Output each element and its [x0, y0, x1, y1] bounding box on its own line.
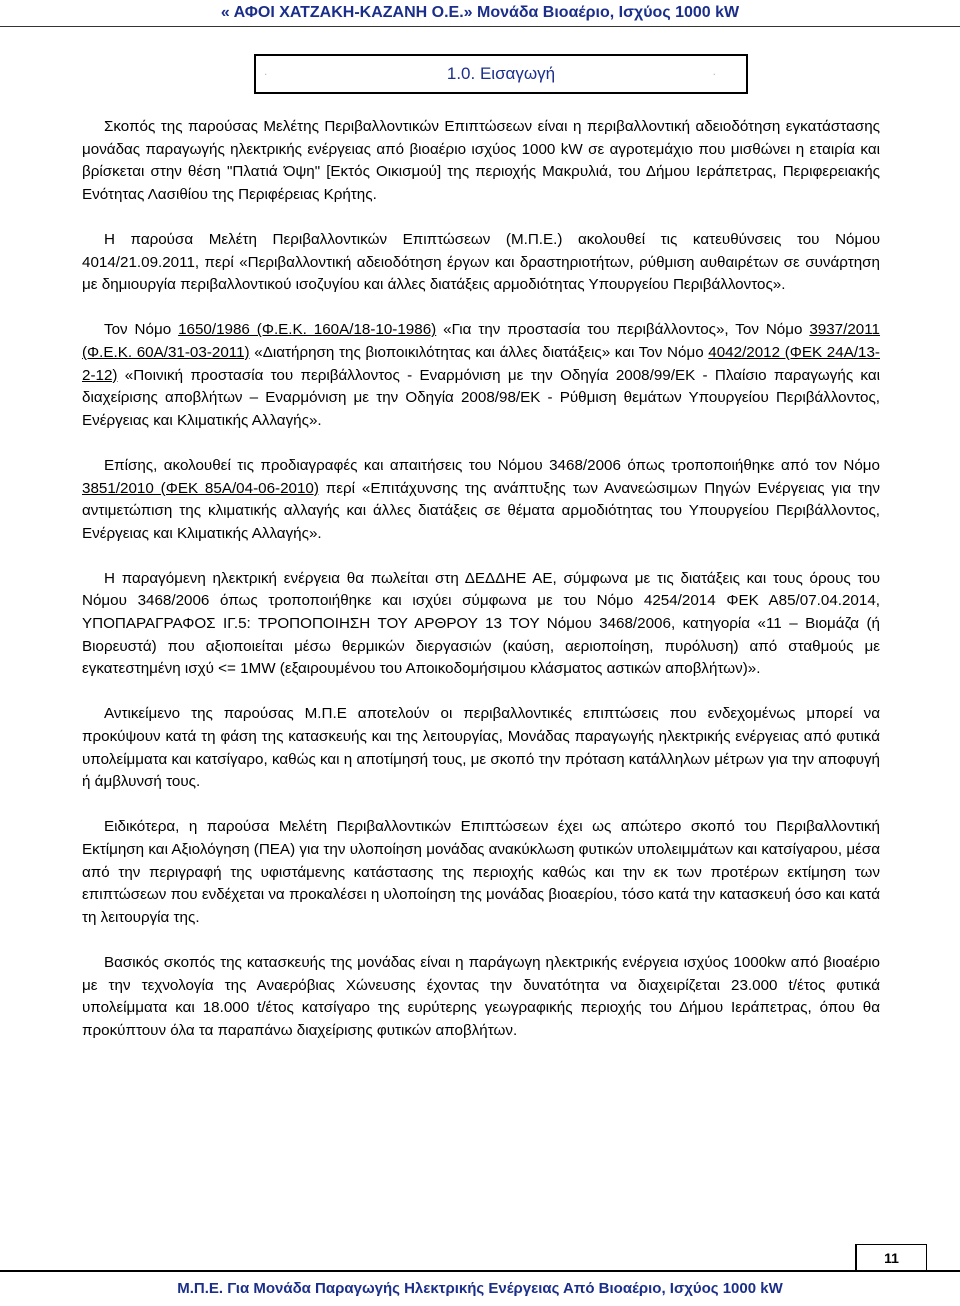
paragraph-law-4014: Η παρούσα Μελέτη Περιβαλλοντικών Επιπτώσεων (Μ.Π.Ε.) ακολουθεί τις κατευθύνσεις του Νόμου 4014/21.09.2011, περί «Περιβαλλοντική αδειοδότηση έργων και δραστηριοτήτων, ρύθμιση αυθαιρέτων σε συνάρτηση με δημιουργία περιβαλλοντικού ισοζυγίου και άλλες διατάξεις αρμοδιότητας Υπουργείου Περιβάλλοντος». — [82, 230, 880, 294]
heading-dot-left: . — [264, 64, 268, 78]
page-header: « ΑΦΟΙ ΧΑΤΖΑΚΗ-ΚΑΖΑΝΗ Ο.Ε.» Μονάδα Βιοαέριο, Ισχύος 1000 kW — [0, 0, 960, 27]
text: Επίσης, ακολουθεί τις προδιαγραφές και απαιτήσεις του Νόμου 3468/2006 όπως τροποποιήθηκε από τον Νόμο — [104, 456, 880, 474]
document-body — [82, 116, 880, 1065]
law-reference: 3851/2010 (ΦΕΚ 85Α/04-06-2010) — [82, 479, 319, 497]
text: «Διατήρηση της βιοποικιλότητας και άλλες διατάξεις» και Τον Νόμο — [249, 343, 709, 361]
law-reference: 3937/2011 (Φ.Ε.Κ. 60Α/31-03-2011) — [82, 321, 881, 361]
heading-dot-right: . — [712, 64, 716, 78]
paragraph-subject: Αντικείμενο της παρούσας Μ.Π.Ε αποτελούν οι περιβαλλοντικές επιπτώσεις που ενδεχομένως μπορεί να προκύψουν κατά τη φάση της κατασκευής και της λειτουργίας, Μονάδας παραγωγής ηλεκτρικής ενέργειας από φυτικά υπολείμματα και κατσίγαρο, καθώς και η αποτίμησή τους, με σκοπό την πρόταση κατάλληλων μέτρων για την αποφυγή ή άμβλυνσή τους. — [82, 705, 880, 791]
section-heading — [254, 54, 748, 94]
section-title: 1.0. Εισαγωγή — [446, 64, 556, 83]
page-footer: Μ.Π.Ε. Για Μονάδα Παραγωγής Ηλεκτρικής Ενέργειας Από Βιοαέριο, Ισχύος 1000 kW — [177, 1280, 783, 1297]
page-number: 11 — [855, 1244, 927, 1270]
law-reference: 1650/1986 (Φ.Ε.Κ. 160Α/18-10-1986) — [178, 321, 437, 339]
paragraph-main-goal: Βασικός σκοπός της κατασκευής της μονάδας είναι η παράγωγη ηλεκτρικής ενέργεια ισχύος 1000kw από βιοαέριο με την τεχνολογία της Αναερόβιας Χώνευσης έχοντας την δυνατότητα να διαχειρίζεται 23.000 t/έτος φυτικά υπολείμματα και 18.000 t/έτος κατσίγαρο της ευρύτερης γεωγραφικής περιοχής του Δήμου Ιεράπετρας, όπου θα προκύπτουν όλα τα παραπάνω διαχείρισης φυτικών αποβλήτων. — [82, 953, 880, 1039]
paragraph-energy-sale: Η παραγόμενη ηλεκτρική ενέργεια θα πωλείται στη ΔΕΔΔΗΕ ΑΕ, σύμφωνα με τις διατάξεις και τους όρους του Νόμου 3468/2006 όπως τροποποιήθηκε και ισχύει σύμφωνα με του Νόμο 4254/2014 ΦΕΚ Α85/07.04.2014, ΥΠΟΠΑΡΑΓΡΑΦΟΣ ΙΓ.5: ΤΡΟΠΟΠΟΙΗΣΗ ΤΟΥ ΑΡΘΡΟΥ 13 ΤΟΥ Νόμου 3468/2006, κατηγορία «11 – Βιομάζα (ή Βιορευστά) που αξιοποιείται μέσω θερμικών διεργασιών (καύση, αεριοποίηση, πυρόλυση) από σταθμούς με εγκατεστημένη ισχύ <= 1MW (εξαιρουμένου του Αποικοδομήσιμου κλάσματος αστικών αποβλήτων)». — [82, 569, 880, 678]
law-reference: 4042/2012 (ΦΕΚ 24Α/13-2-12) — [82, 343, 880, 384]
text: «Για την προστασία του περιβάλλοντος», Τον Νόμο — [436, 321, 810, 339]
footer-divider — [0, 1270, 960, 1272]
paragraph-specifications — [82, 455, 880, 545]
text: Τον Νόμο — [104, 321, 179, 339]
text: «Ποινική προστασία του περιβάλλοντος - Εναρμόνιση με την Οδηγία 2008/99/ΕΚ - Πλαίσιο παραγωγής και διαχείρισης αποβλήτων – Εναρμόνιση με την Οδηγία 2008/98/ΕΚ - Ρύθμιση θεμάτων Υπουργείου Περιβάλλοντος, Ενέργειας και Κλιματικής Αλλαγής». — [82, 366, 880, 429]
paragraph-purpose: Σκοπός της παρούσας Μελέτης Περιβαλλοντικών Επιπτώσεων είναι η περιβαλλοντική αδειοδότηση εγκατάστασης μονάδας παραγωγής ηλεκτρικής ενέργειας από βιοαέριο ισχύος 1000 kW σε αγροτεμάχιο που μισθώνει η εταιρία και βρίσκεται στην θέση "Πλατιά Όψη" [Εκτός Οικισμού] της περιοχής Μακρυλιά, του Δήμου Ιεράπετρας, Περιφερειακής Ενότητας Λασιθίου της Περιφέρειας Κρήτης. — [82, 118, 880, 203]
text: περί «Επιτάχυνσης της ανάπτυξης των Ανανεώσιμων Πηγών Ενέργειας για την αντιμετώπιση της κλιματικής αλλαγής και άλλες διατάξεις σε θέματα αρμοδιότητας του Υπουργείου Περιβάλλοντος, Ενέργειας και Κλιματικής Αλλαγής». — [82, 479, 880, 542]
paragraph-laws — [82, 319, 880, 432]
paragraph-assessment: Ειδικότερα, η παρούσα Μελέτη Περιβαλλοντικών Επιπτώσεων έχει ως απώτερο σκοπό του Περιβαλλοντική Εκτίμηση και Αξιολόγηση (ΠΕΑ) για την υλοποίηση μονάδας ανακύκλωση φυτικών υπολειμμάτων και κατσίγαρου, μέσα από την περιγραφή της υφιστάμενης κατάστασης της περιοχής καθώς και την εκ των προτέρων εκτίμηση των επιπτώσεων που ενδέχεται να προκαλέσει η υλοποίηση της μονάδας βιοαερίου, τόσο κατά την κατασκευή όσο και κατά τη λειτουργία της. — [82, 818, 880, 926]
